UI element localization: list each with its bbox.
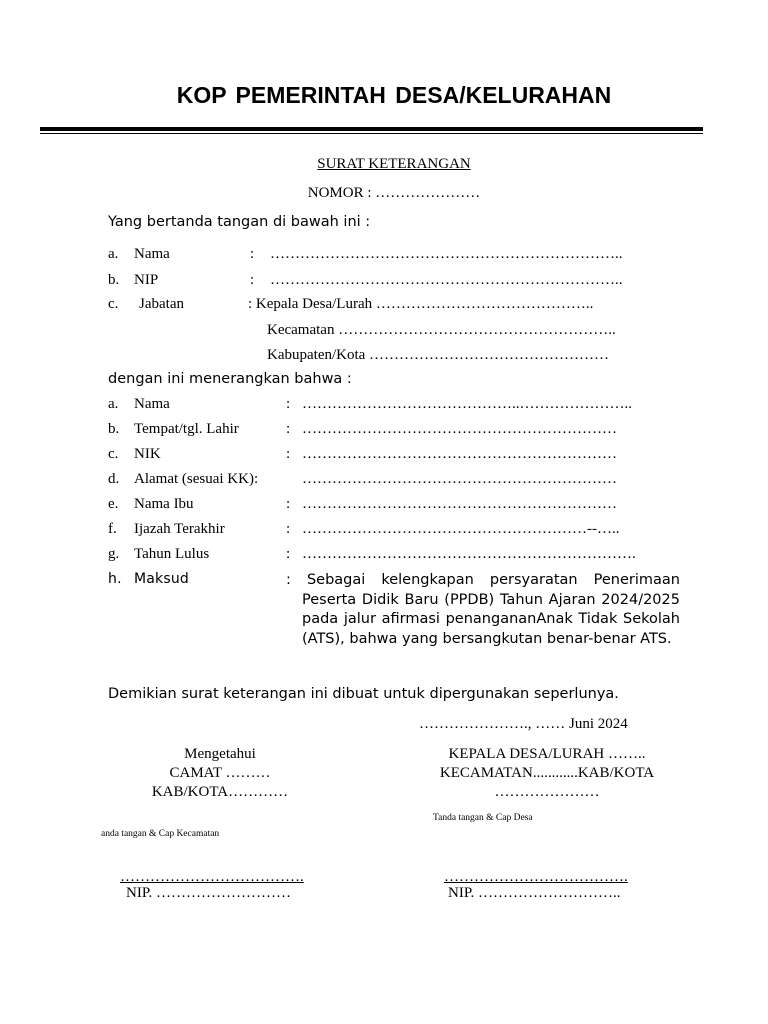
- student-field-label: Tahun Lulus: [134, 546, 210, 562]
- right-sign-dots: …………………: [494, 784, 600, 800]
- left-signature-block: [120, 745, 320, 802]
- student-field-prefix: a.: [108, 396, 119, 412]
- student-field-colon: :: [286, 546, 291, 562]
- signer-nama-value: ……………………………………………………………..: [270, 246, 623, 262]
- left-nip: NIP. ………………………: [126, 885, 292, 901]
- signer-intro: Yang bertanda tangan di bawah ini :: [108, 214, 371, 230]
- signer-kecamatan: Kecamatan ………………………………………………..: [267, 322, 616, 338]
- signer-jabatan-label: Jabatan: [139, 296, 184, 312]
- left-sign-title: Mengetahui: [184, 746, 256, 762]
- student-field-value: ………………………………………………………: [302, 471, 617, 487]
- student-field-colon: :: [286, 521, 291, 537]
- right-stamp-caption: Tanda tangan & Cap Desa: [433, 813, 533, 823]
- student-field-label: Alamat (sesuai KK):: [134, 471, 259, 487]
- student-field-value: ……………………………………..…………………..: [302, 396, 632, 412]
- student-intro: dengan ini menerangkan bahwa :: [108, 371, 352, 387]
- student-field-label: Ijazah Terakhir: [134, 521, 225, 537]
- signer-jabatan-value: : Kepala Desa/Lurah ……………………………………..: [248, 296, 594, 312]
- signer-nama-colon: :: [250, 246, 255, 262]
- maksud-prefix: h.: [108, 571, 122, 587]
- student-field-colon: :: [286, 496, 291, 512]
- student-field-label: Nama Ibu: [134, 496, 194, 512]
- student-field-value: …………………………………………………--…..: [302, 521, 620, 537]
- closing-statement: Demikian surat keterangan ini dibuat untuk dipergunakan seperlunya.: [108, 686, 619, 702]
- student-field-value: ………………………………………………………: [302, 496, 617, 512]
- maksud-text: [286, 571, 680, 649]
- letterhead-title: KOP PEMERINTAH DESA/KELURAHAN: [176, 82, 612, 108]
- student-field-value: ………………………………………………………: [302, 421, 617, 437]
- student-field-prefix: f.: [108, 521, 117, 537]
- letterhead-rule-thin: [40, 133, 703, 134]
- student-field-label: Nama: [134, 396, 170, 412]
- student-field-prefix: e.: [108, 496, 119, 512]
- student-field-label: Tempat/tgl. Lahir: [134, 421, 239, 437]
- student-field-colon: :: [286, 446, 291, 462]
- right-name-line: ……………………………….: [444, 869, 628, 885]
- signer-nip-prefix: b.: [108, 272, 120, 288]
- maksud-label: Maksud: [134, 571, 190, 587]
- signer-nama-prefix: a.: [108, 246, 119, 262]
- left-sign-kabkota: KAB/KOTA…………: [151, 784, 289, 800]
- student-field-value: ………………………………………………………: [302, 446, 617, 462]
- signer-nip-colon: :: [250, 272, 255, 288]
- student-field-colon: :: [286, 421, 291, 437]
- student-field-prefix: g.: [108, 546, 120, 562]
- document-number: NOMOR : …………………: [307, 185, 481, 201]
- signer-nip-value: ……………………………………………………………..: [270, 272, 623, 288]
- student-field-prefix: b.: [108, 421, 120, 437]
- letterhead-rule-thick: [40, 127, 703, 131]
- student-field-value: ………………………………………………………….: [302, 546, 636, 562]
- right-signature-block: [418, 745, 676, 802]
- student-field-prefix: d.: [108, 471, 120, 487]
- date-line: …………………., …… Juni 2024: [419, 716, 628, 732]
- right-nip: NIP. ………………………..: [448, 885, 621, 901]
- student-field-label: NIK: [134, 446, 161, 462]
- maksud-text-lead: :: [286, 572, 307, 588]
- student-field-prefix: c.: [108, 446, 119, 462]
- right-sign-kecamatan: KECAMATAN............KAB/KOTA: [439, 765, 655, 781]
- left-name-line: ……………………………….: [120, 869, 304, 885]
- signer-nip-label: NIP: [134, 272, 159, 288]
- document-heading: SURAT KETERANGAN: [317, 156, 471, 172]
- signer-jabatan-prefix: c.: [108, 296, 119, 312]
- student-field-colon: :: [286, 396, 291, 412]
- maksud-text-body: Sebagai kelengkapan persyaratan Penerimaan Peserta Didik Baru (PPDB) Tahun Ajaran 2024/2025 pada jalur afirmasi penangananAnak Tidak Sekolah (ATS), bahwa yang bersangkutan benar-benar ATS.: [302, 572, 680, 647]
- left-sign-camat: CAMAT ………: [169, 765, 271, 781]
- right-sign-title: KEPALA DESA/LURAH ……..: [448, 746, 646, 762]
- left-stamp-caption: anda tangan & Cap Kecamatan: [101, 829, 220, 839]
- signer-kabupaten: Kabupaten/Kota …………………………………………: [267, 347, 610, 363]
- signer-nama-label: Nama: [134, 246, 170, 262]
